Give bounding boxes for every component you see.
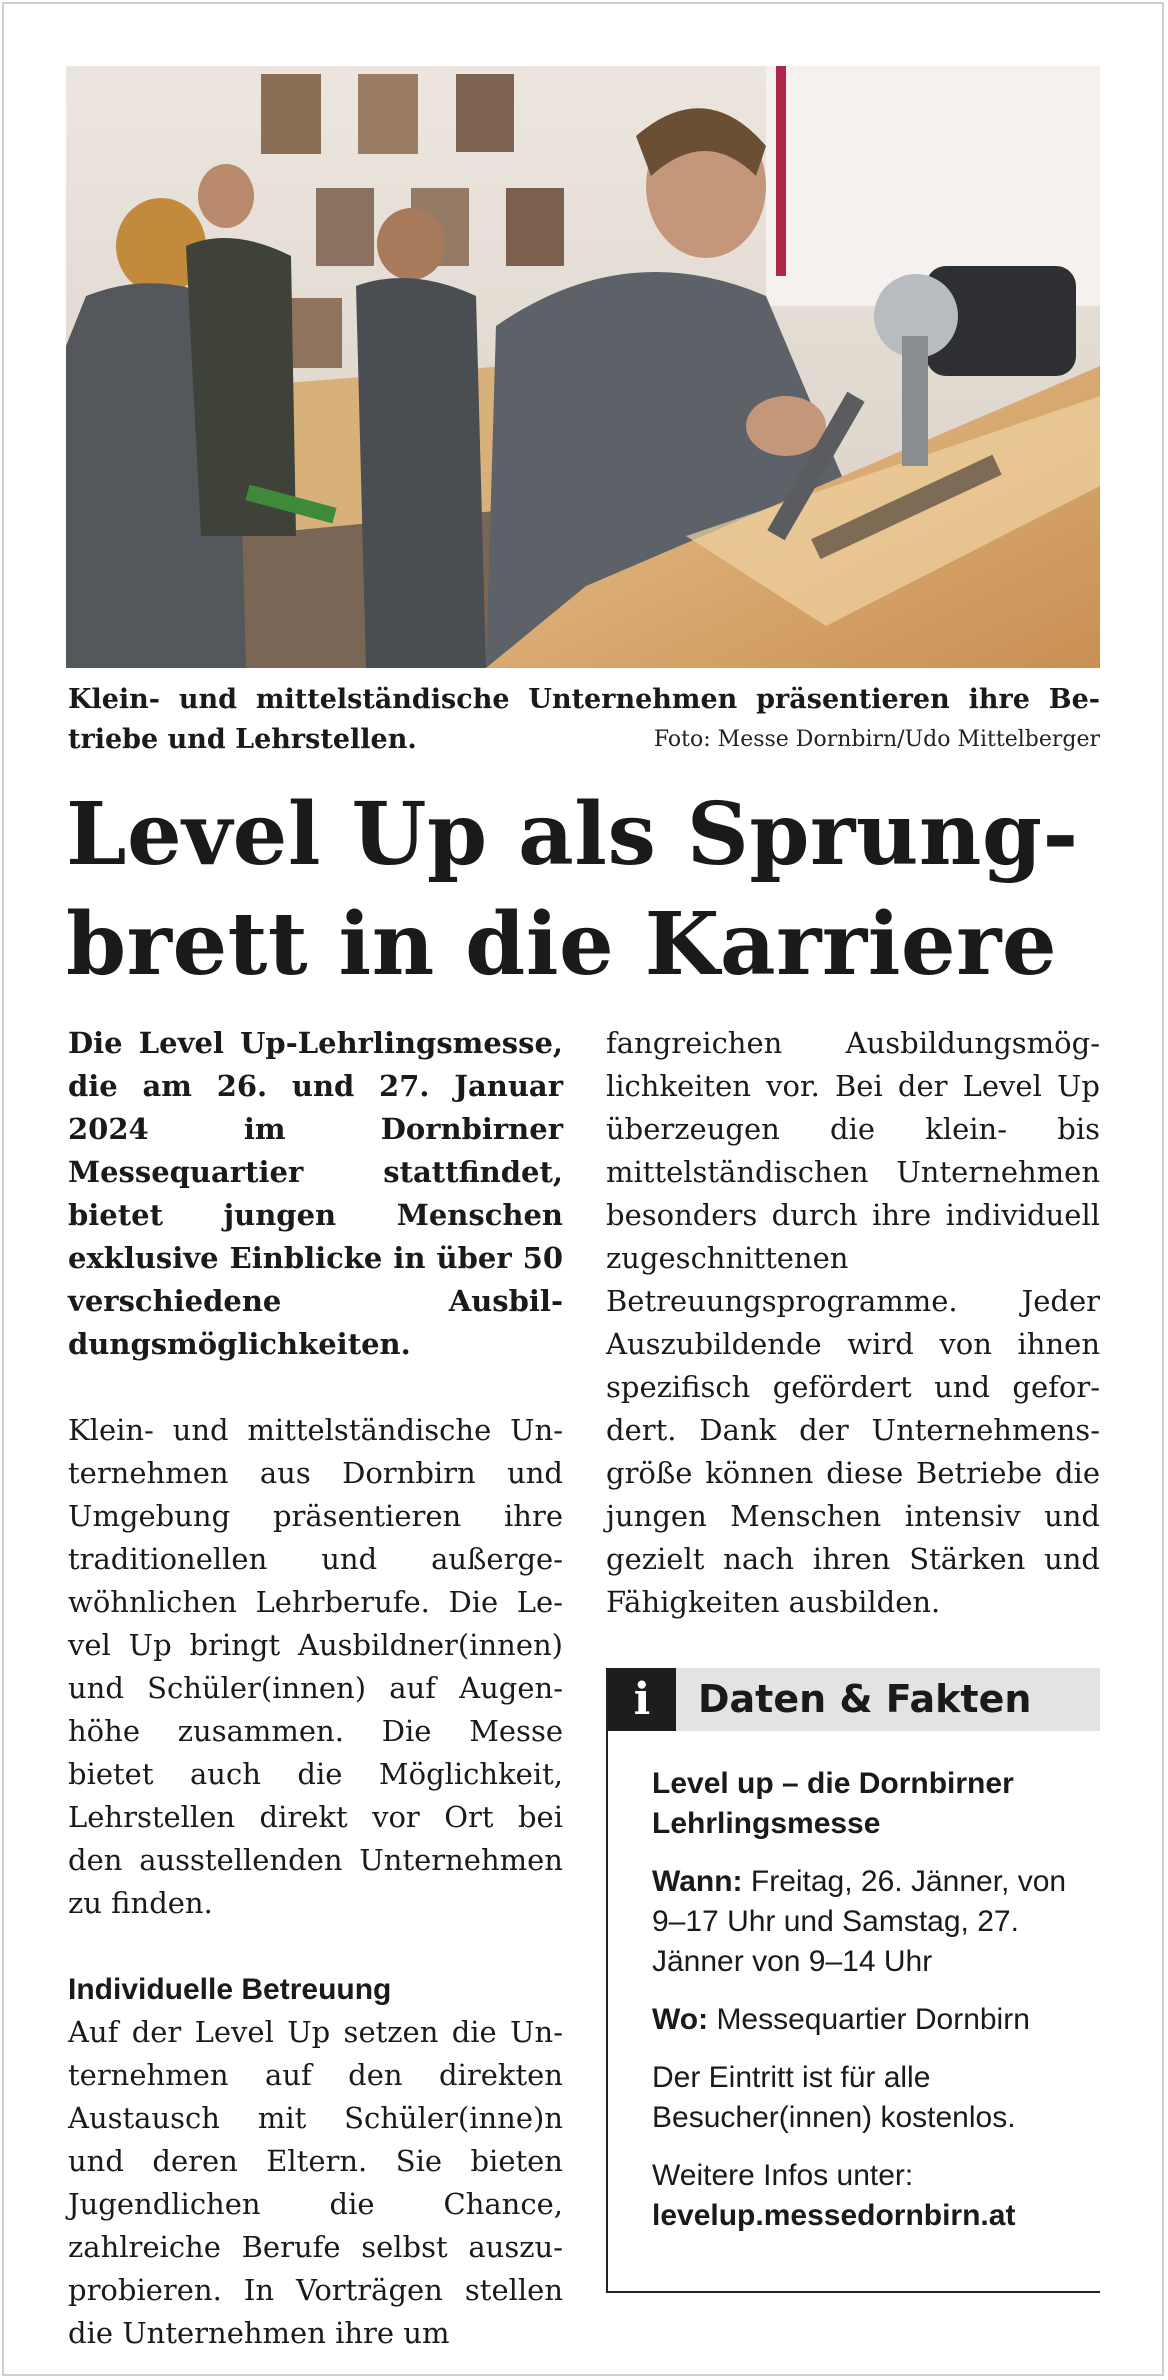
workshop-photo-illustration xyxy=(66,66,1100,668)
fact-more-label: Weitere Infos unter: xyxy=(652,2159,914,2192)
info-icon: i xyxy=(608,1668,676,1731)
photo-credit: Foto: Messe Dornbirn/Udo Mittelberger xyxy=(653,727,1100,752)
article-lead: Die Level Up-Lehrlingsmesse, die am 26. und 27. Januar 2024 im Dornbirner Messequartier stattfindet, bietet jungen Menschen exklusive Einblicke in über 50 verschiedene Ausbildungsmöglichkeiten. xyxy=(68,1026,563,1361)
article-column-right xyxy=(606,1022,1100,1624)
article-paragraph-1: Klein- und mittelständische Unternehmen aus Dornbirn und Umgebung präsentieren ihre traditionellen und außergewöhnlichen Lehrberufe. Die Level Up bringt Ausbildner(innen) und Schüler(innen) auf Augenhöhe zusammen. Die Messe bietet auch die Möglichkeit, Lehrstellen direkt vor Ort bei den ausstellenden Unternehmen zu finden. xyxy=(68,1413,563,1920)
fact-entry: Der Eintritt ist für alle Besucher(innen) kostenlos. xyxy=(652,2061,1016,2134)
fact-url-link[interactable]: levelup.messedornbirn.at xyxy=(652,2199,1016,2232)
article-paragraph-3: fangreichen Ausbildungsmöglichkeiten vor. Bei der Level Up überzeugen die klein- bis mittelständischen Unternehmen besonders durch ihre individuell zugeschnittenen Betreuungsprogramme. Jeder Auszubildende wird von ihnen spezifisch gefördert und gefordert. Dank der Unternehmensgröße können diese Betriebe die jungen Menschen intensiv und gezielt nach ihren Stärken und Fähigkeiten ausbilden. xyxy=(606,1026,1100,1619)
article-subheading: Individuelle Betreuung xyxy=(68,1973,392,2006)
caption-text: Klein- und mittelständische Unternehmen präsentieren ihre Betriebe und Lehrstellen. xyxy=(68,684,1100,755)
photo-caption xyxy=(68,680,1100,760)
fact-event-name: Level up – die Dornbirner Lehrlingsmesse xyxy=(652,1767,1014,1840)
fact-when xyxy=(652,1862,1092,1982)
fact-where-value: Messequartier Dornbirn xyxy=(716,2003,1030,2036)
headline xyxy=(66,780,1106,1000)
fact-box-body xyxy=(652,1764,1092,2254)
fact-when-value: Freitag, 26. Jänner, von 9–17 Uhr und Samstag, 27. Jänner von 9–14 Uhr xyxy=(652,1865,1067,1978)
article-paragraph-2: Auf der Level Up setzen die Unternehmen auf den direkten Austausch mit Schüler(inne)n und deren Eltern. Sie bieten Jugendlichen die Chance, zahlreiche Berufe selbst auszuprobieren. In Vorträgen stellen die Unternehmen ihre um xyxy=(68,2015,563,2350)
fact-where-label: Wo: xyxy=(652,2003,709,2036)
fact-where xyxy=(652,2000,1092,2040)
fact-box-header xyxy=(608,1668,1100,1731)
headline-line-1: Level Up als Sprung- xyxy=(66,784,1079,885)
fact-more xyxy=(652,2156,1092,2236)
article-column-left xyxy=(68,1022,563,2355)
article-photo xyxy=(66,66,1100,668)
headline-line-2: brett in die Karriere xyxy=(66,894,1058,995)
fact-when-label: Wann: xyxy=(652,1865,743,1898)
fact-box-title: Daten & Fakten xyxy=(698,1677,1032,1721)
fact-box xyxy=(606,1668,1100,2293)
